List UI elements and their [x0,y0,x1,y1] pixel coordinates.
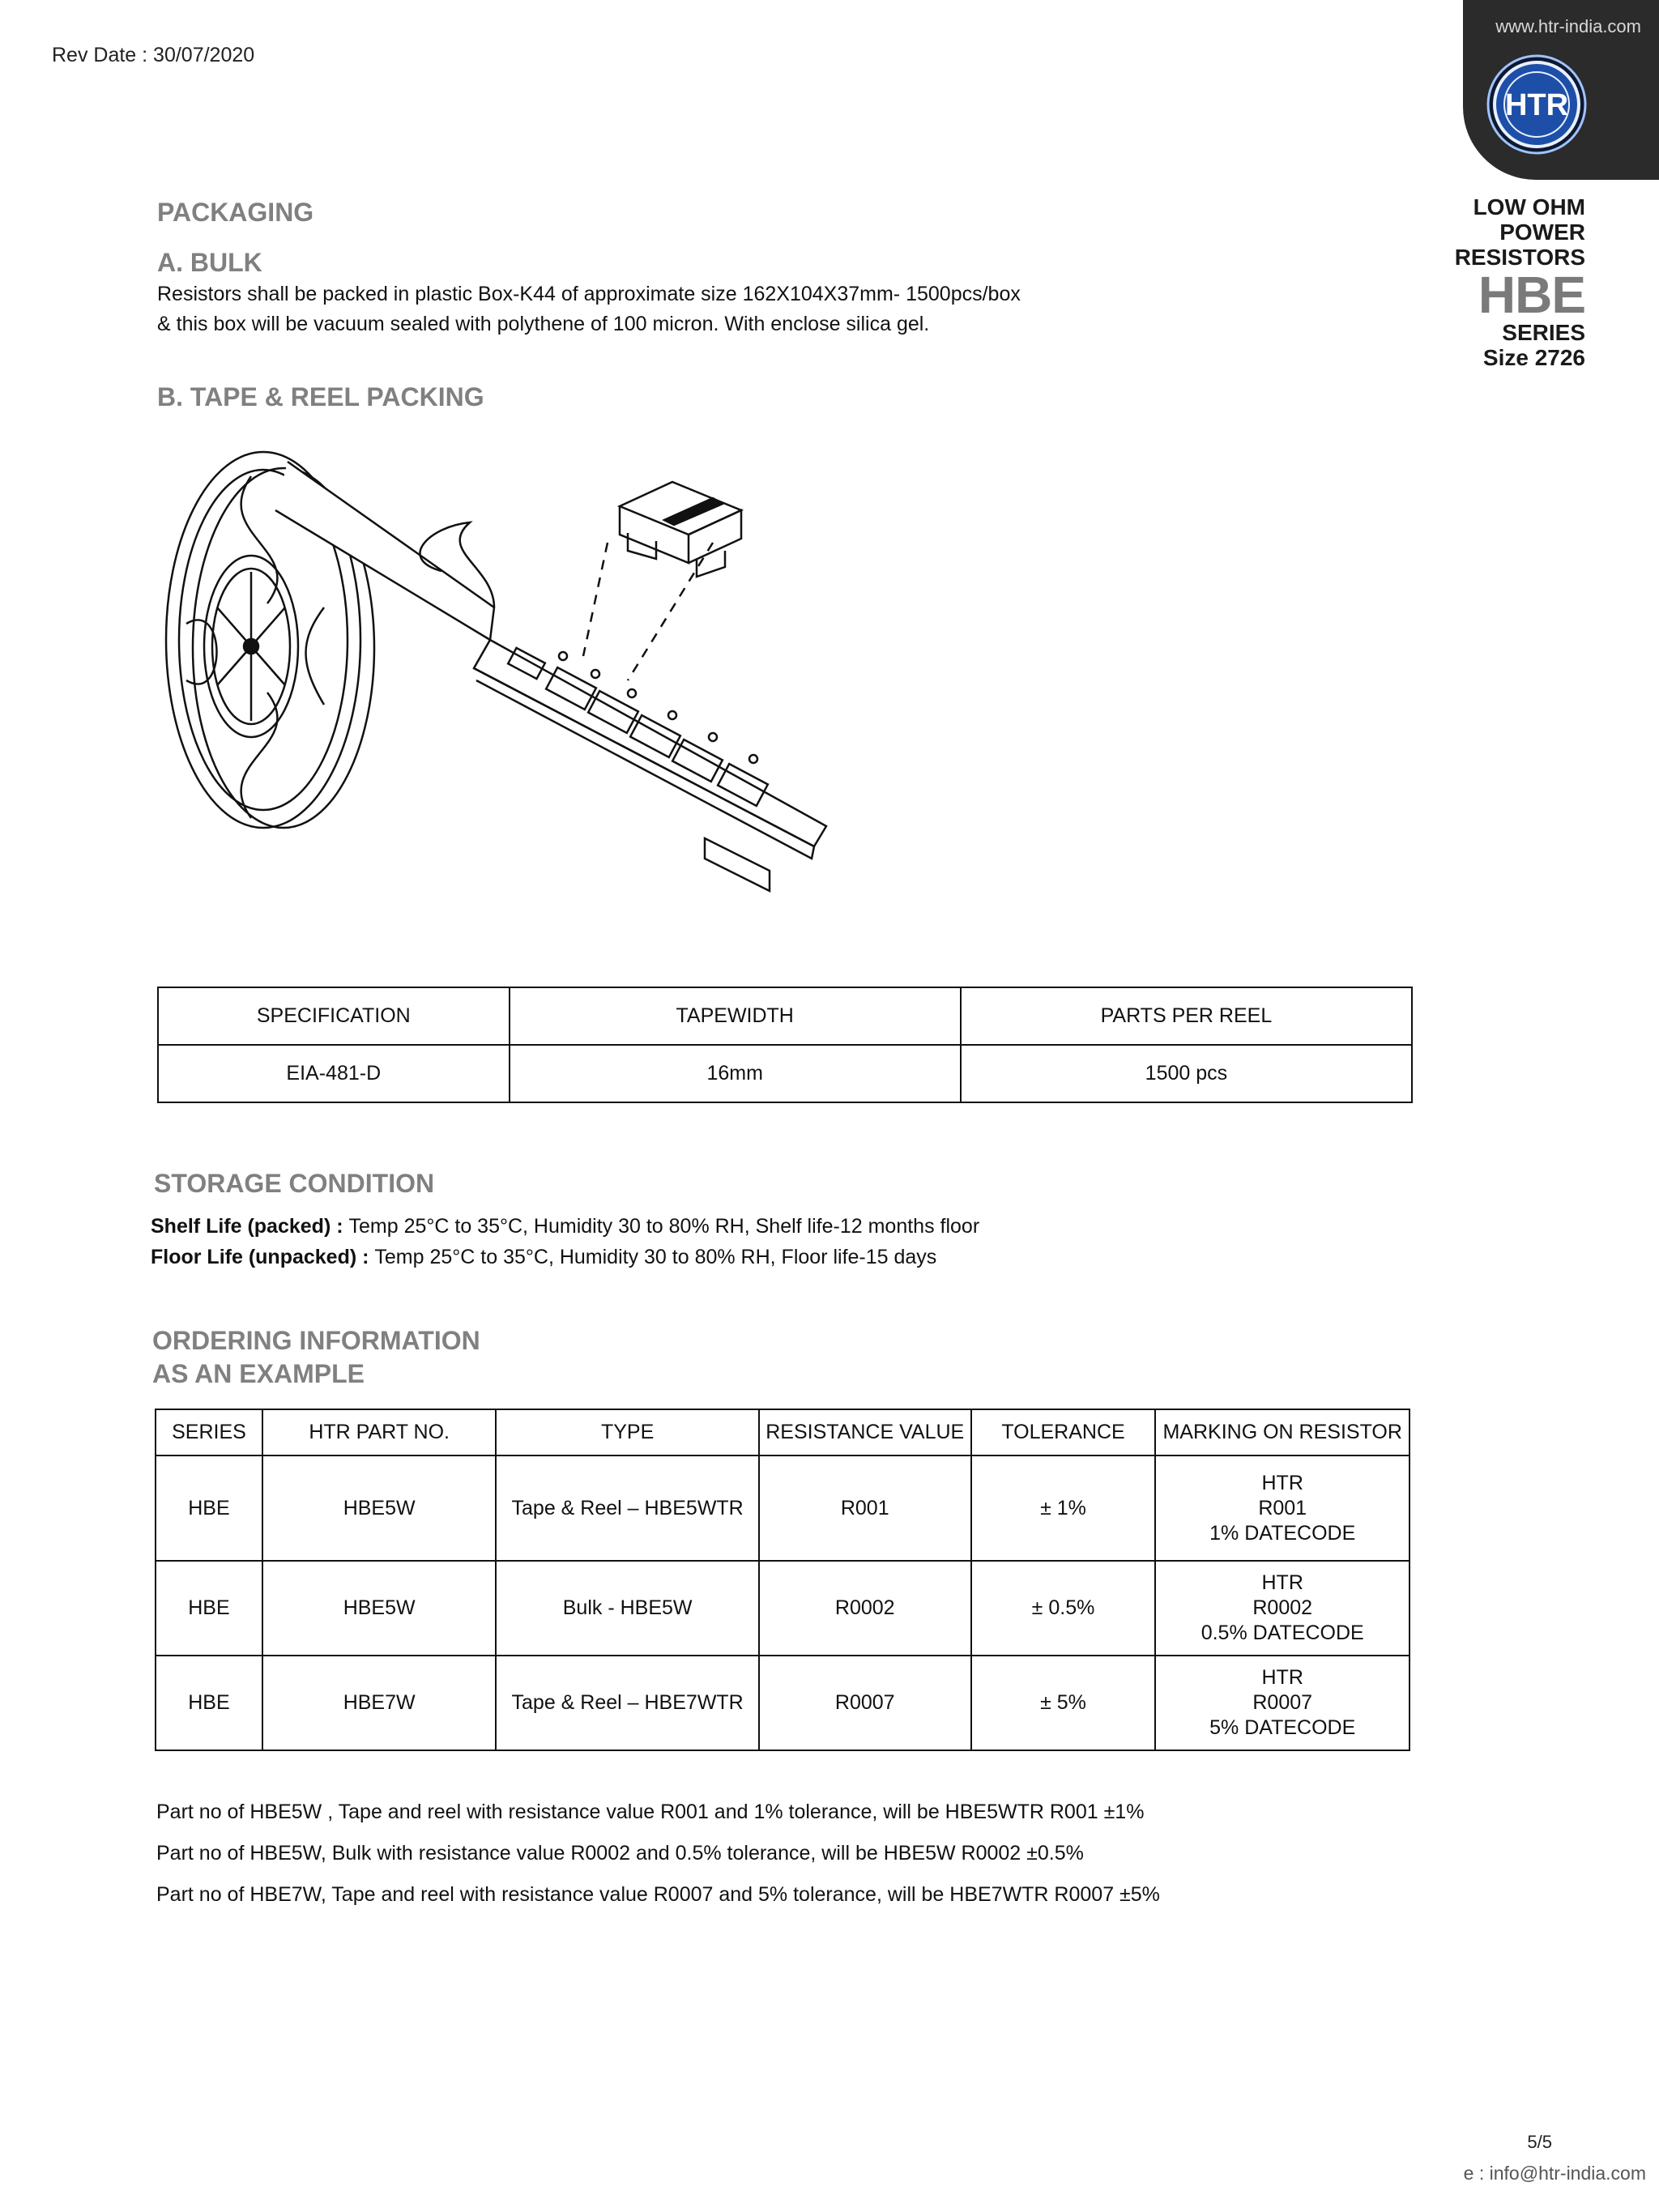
bulk-text-1: Resistors shall be packed in plastic Box-K44 of approximate size 162X104X37mm- 1500pcs/box [157,283,1021,305]
marking-line: R001 [1258,1496,1307,1519]
bulk-text-2: & this box will be vacuum sealed with polythene of 100 micron. With enclose silica gel. [157,313,930,335]
order-cell-resistance: R0002 [759,1561,971,1656]
order-cell-tolerance: ± 0.5% [971,1561,1156,1656]
order-cell-type: Tape & Reel – HBE5WTR [496,1455,758,1561]
order-cell-resistance: R001 [759,1455,971,1561]
order-cell-type: Tape & Reel – HBE7WTR [496,1656,758,1750]
order-header-marking: MARKING ON RESISTOR [1155,1409,1410,1455]
website-url[interactable]: www.htr-india.com [1495,16,1641,36]
order-header-tolerance: TOLERANCE [971,1409,1156,1455]
order-header-part: HTR PART NO. [262,1409,496,1455]
marking-line: HTR [1261,1471,1303,1494]
tape-header-parts: PARTS PER REEL [961,987,1412,1045]
series-line-3: RESISTORS [1454,245,1585,270]
series-line-2: POWER [1499,219,1585,245]
order-cell-part: HBE7W [262,1656,496,1750]
logo-text: HTR [1504,88,1569,122]
order-cell-part: HBE5W [262,1455,496,1561]
tape-cell-width: 16mm [510,1045,961,1102]
tape-header-width: TAPEWIDTH [510,987,961,1045]
tape-cell-parts: 1500 pcs [961,1045,1412,1102]
order-cell-series: HBE [156,1561,262,1656]
floor-life-text: Temp 25°C to 35°C, Humidity 30 to 80% RH, Floor life-15 days [374,1246,937,1268]
order-cell-marking [1155,1561,1410,1656]
order-cell-resistance: R0007 [759,1656,971,1750]
order-cell-part: HBE5W [262,1561,496,1656]
order-header-type: TYPE [496,1409,758,1455]
ordering-note-1: Part no of HBE5W , Tape and reel with resistance value R001 and 1% tolerance, will be HBE5WTR R001 ±1% [156,1801,1145,1823]
ordering-subtitle: AS AN EXAMPLE [152,1359,365,1388]
tape-spec-table [157,987,1413,1103]
table-row [156,1561,1410,1656]
marking-line: R0007 [1252,1691,1313,1714]
floor-life-label: Floor Life (unpacked) : [151,1246,375,1268]
page-number: 5/5 [1527,2132,1552,2152]
footer-email[interactable]: e : info@htr-india.com [1463,2163,1646,2184]
series-name: HBE [1478,266,1585,324]
tape-cell-spec: EIA-481-D [158,1045,510,1102]
marking-line: 0.5% DATECODE [1201,1622,1364,1644]
order-header-series: SERIES [156,1409,262,1455]
order-cell-series: HBE [156,1455,262,1561]
shelf-life-text: Temp 25°C to 35°C, Humidity 30 to 80% RH, Shelf life-12 months floor [348,1215,980,1238]
order-cell-series: HBE [156,1656,262,1750]
ordering-note-3: Part no of HBE7W, Tape and reel with resistance value R0007 and 5% tolerance, will be HBE7WTR R0007 ±5% [156,1883,1160,1906]
rev-date: Rev Date : 30/07/2020 [52,44,255,66]
series-line-4: SERIES [1502,320,1585,345]
order-cell-tolerance: ± 1% [971,1455,1156,1561]
tape-header-spec: SPECIFICATION [158,987,510,1045]
order-header-resistance: RESISTANCE VALUE [759,1409,971,1455]
tape-reel-title: B. TAPE & REEL PACKING [157,382,484,411]
order-cell-marking [1155,1656,1410,1750]
packaging-title: PACKAGING [157,198,314,227]
marking-line: HTR [1261,1666,1303,1689]
htr-logo [1484,52,1589,157]
marking-line: HTR [1261,1571,1303,1594]
order-cell-tolerance: ± 5% [971,1656,1156,1750]
floor-life [151,1242,936,1272]
marking-line: 1% DATECODE [1209,1521,1356,1545]
tape-reel-illustration [154,437,834,923]
shelf-life-label: Shelf Life (packed) : [151,1215,349,1238]
series-block [1455,194,1585,370]
series-line-1: LOW OHM [1473,194,1585,219]
ordering-note-2: Part no of HBE5W, Bulk with resistance value R0002 and 0.5% tolerance, will be HBE5W R0002 ±0.5% [156,1842,1084,1865]
series-size: Size 2726 [1482,345,1585,370]
shelf-life [151,1212,979,1242]
ordering-title: ORDERING INFORMATION [152,1326,480,1355]
storage-title: STORAGE CONDITION [154,1169,435,1198]
marking-line: R0002 [1252,1596,1313,1619]
marking-line: 5% DATECODE [1209,1716,1356,1739]
table-row [156,1656,1410,1750]
ordering-table [155,1409,1410,1751]
table-row [156,1455,1410,1561]
order-cell-marking [1155,1455,1410,1561]
order-cell-type: Bulk - HBE5W [496,1561,758,1656]
bulk-title: A. BULK [157,248,262,277]
